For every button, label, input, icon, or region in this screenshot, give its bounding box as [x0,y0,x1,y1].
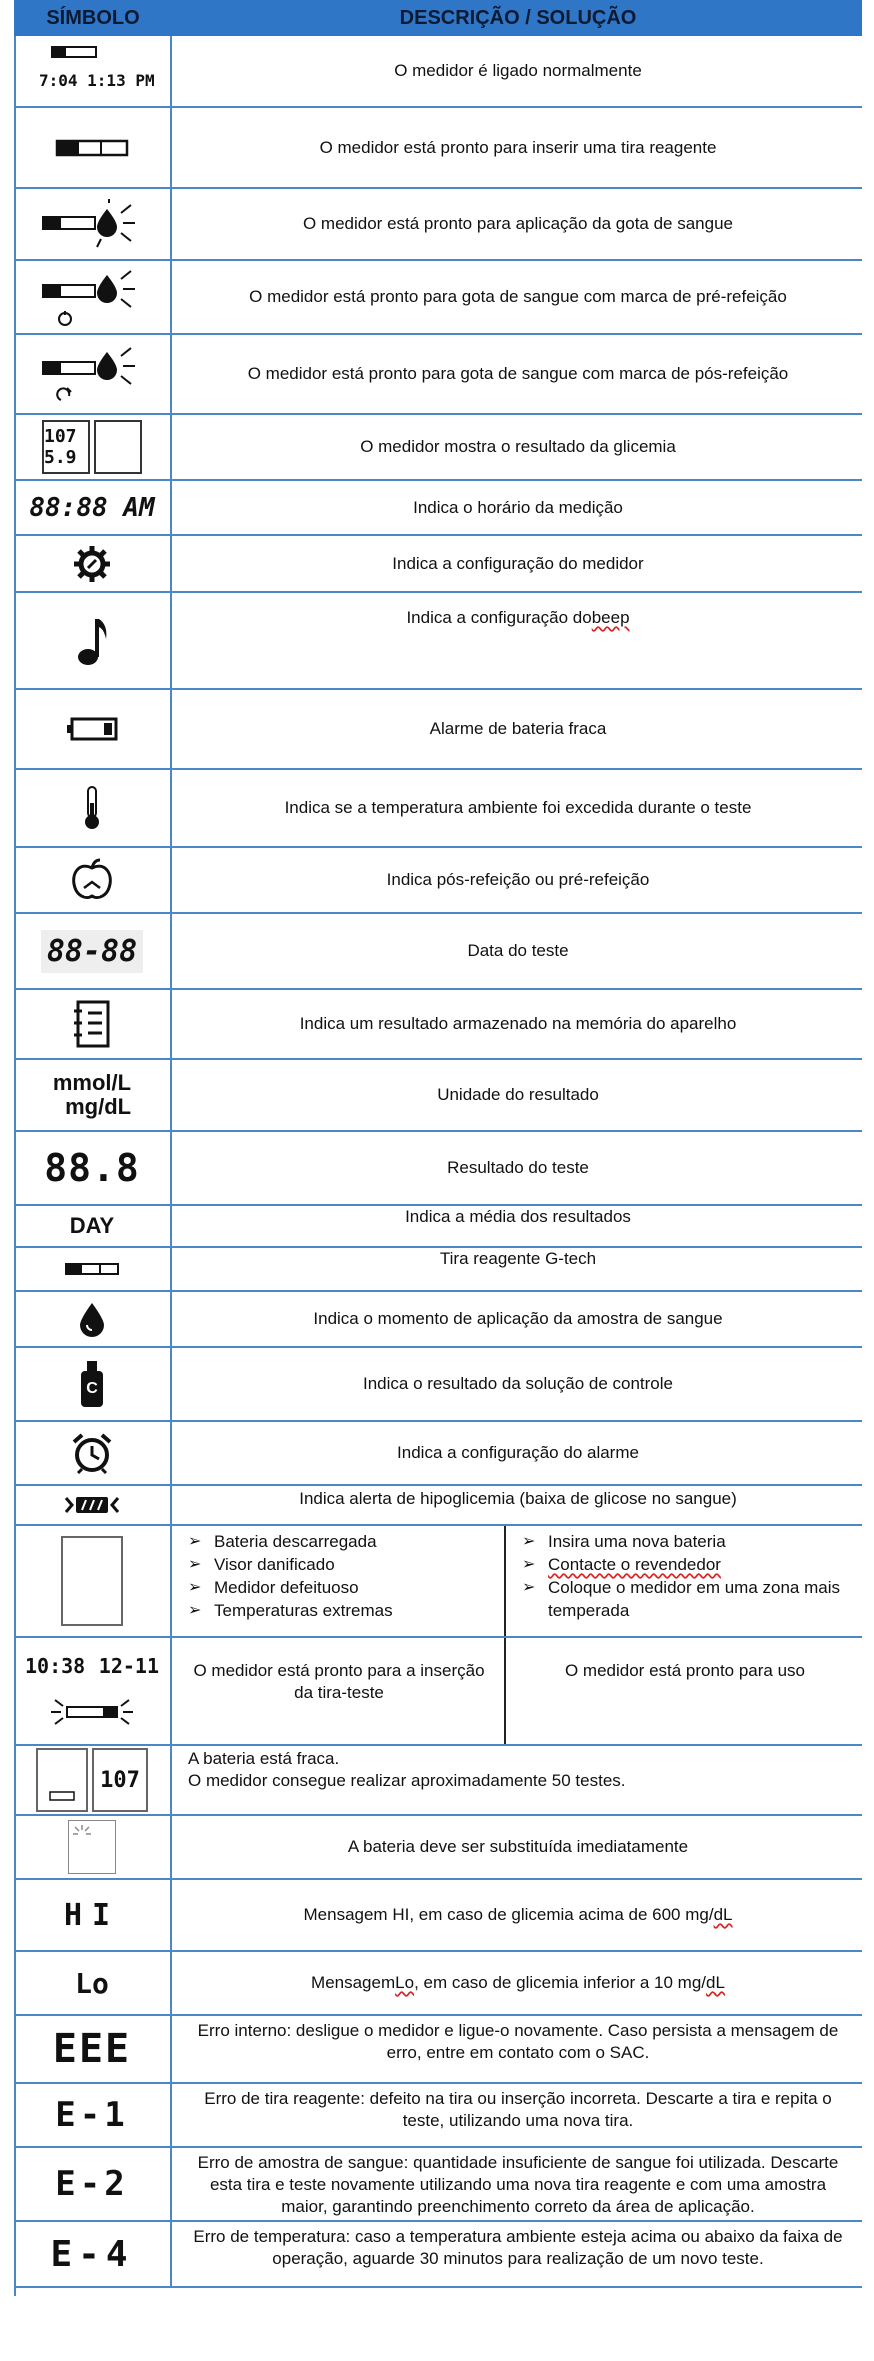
table-row [14,1206,862,1248]
column-divider [504,1526,506,1636]
table-row [14,1486,862,1526]
test-strip-icon [51,45,97,59]
unit-mgdl: mg/dL [65,1094,132,1119]
row-description: Erro interno: desligue o medidor e ligue-o novamente. Caso persista a mensagem de erro, entre em contato com o SAC. [197,2021,839,2062]
lcd-readout: 107 [100,1767,140,1793]
row-description-term: beep [591,608,630,627]
low-battery-display-symbol [36,1748,148,1812]
table-row [14,914,862,990]
table-row [14,1526,862,1638]
row-description: Erro de temperatura: caso a temperatura ambiente esteja acima ou abaixo da faixa de operação, aguarde 30 minutos para realização de um novo teste. [193,2227,843,2268]
row-description: Indica a configuração do medidor [392,553,644,573]
list-item: ➢ Temperaturas extremas [184,1599,494,1622]
test-strip-icon [64,1261,120,1277]
row-description: Resultado do teste [447,1158,589,1177]
table-row [14,335,862,415]
table-row [14,848,862,914]
glucose-result-displays [42,420,142,474]
alarm-clock-icon [70,1432,114,1474]
header-symbol: SÍMBOLO [46,7,140,29]
row-description: O medidor está pronto para a inserção da tira-teste [193,1661,485,1702]
header-description: DESCRIÇÃO / SOLUÇÃO [399,7,637,29]
lcd-date: 12-11 [98,1654,159,1678]
table-row [14,36,862,108]
table-row [14,536,862,593]
row-description: Indica a média dos resultados [405,1207,631,1226]
table-row [14,261,862,335]
list-item: ➢ Insira uma nova bateria [518,1530,852,1553]
music-note-icon [74,611,110,671]
lo-message-symbol: Lo [75,1966,109,2000]
row-description [174,1880,862,1950]
row-description: Tira reagente G-tech [439,1249,597,1268]
table-row [14,2084,862,2148]
control-solution-icon [79,1361,105,1407]
thermometer-icon [80,785,104,831]
table-row [14,481,862,536]
row-description: Alarme de bateria fraca [429,719,607,738]
row-description: O medidor está pronto para uso [564,1661,806,1680]
causes-list [174,1526,504,1636]
row-description: A bateria deve ser substituída imediatamente [347,1837,689,1856]
row-description: Erro de tira reagente: defeito na tira ou inserção incorreta. Descarte a tira e repita o teste, utilizando uma nova tira. [204,2089,832,2130]
row-description-text: Mensagem HI, em caso de glicemia acima de 600 mg/ [303,1905,714,1924]
row-description-text: , em caso de glicemia inferior a 10 mg/ [414,1973,707,1992]
lcd-time: 10:38 [25,1654,86,1678]
table-row [14,1132,862,1206]
row-description: Indica o horário da medição [413,497,623,517]
time-digits-symbol: 88:88 AM [29,492,155,523]
table-row [14,415,862,481]
table-row [14,189,862,261]
error-e1-symbol: E-1 [55,2095,129,2135]
post-meal-blood-drop-icon [37,342,147,406]
error-e4-symbol: E-4 [50,2233,134,2275]
blank-display-symbol [61,1536,123,1626]
meter-on-symbol [14,36,172,106]
row-description [174,593,862,688]
table-row [14,1060,862,1132]
row-description-text: Indica a configuração do [406,608,592,627]
row-description: Indica o resultado da solução de controle [363,1374,673,1393]
hypoglycemia-alert-icon [64,1494,120,1516]
row-description [174,1746,862,1814]
control-solution-letter: C [81,1371,103,1407]
lcd-readout: HI [63,1897,121,1933]
row-description-term: dL [713,1905,733,1924]
table-row [14,690,862,770]
low-battery-icon [66,717,118,741]
table-row [14,1292,862,1348]
list-item: ➢ Coloque o medidor em uma zona mais temperada [518,1576,852,1622]
row-description [174,1952,862,2014]
row-description: O medidor está pronto para gota de sangue com marca de pós-refeição [247,364,789,383]
table-row [14,2222,862,2288]
blood-drop-icon [78,1301,106,1337]
table-row [14,1348,862,1422]
table-row [14,770,862,848]
list-item: ➢ Visor danificado [184,1553,494,1576]
table-row [14,1952,862,2016]
row-description: Erro de amostra de sangue: quantidade insuficiente de sangue foi utilizada. Descarte esta tira e teste novamente utilizando uma nova tira reagente e com uma amostra maior, garantindo preenchimento correto da área de aplicação. [197,2153,839,2216]
lcd-readout: 107 5.9 [44,426,77,468]
strip-blood-drop-icon [37,199,147,249]
error-eee-symbol: EEE [52,2026,132,2072]
table-row [14,2016,862,2084]
row-description-term: dL [706,1973,725,1992]
table-row [14,1422,862,1486]
table-row [14,1248,862,1292]
row-description: O medidor é ligado normalmente [394,61,642,80]
row-description-line: O medidor consegue realizar aproximadamente 50 testes. [188,1771,626,1790]
pre-meal-blood-drop-icon [37,265,147,329]
unit-mmol: mmol/L [52,1070,132,1095]
row-description-line: A bateria está fraca. [188,1749,340,1768]
ready-time-date-symbol [17,1646,167,1736]
column-divider [504,1638,506,1744]
row-description: O medidor está pronto para inserir uma tira reagente [319,137,717,157]
problem-solution-columns [174,1526,862,1636]
table-row [14,108,862,189]
test-strip-icon [55,138,129,158]
ready-columns [174,1638,862,1744]
apple-meal-icon [70,858,114,902]
row-description: O medidor está pronto para aplicação da gota de sangue [302,214,733,233]
table-row [14,1816,862,1880]
table-row [14,593,862,690]
row-description: Indica um resultado armazenado na memória do aparelho [299,1014,737,1033]
replace-battery-display-symbol [68,1820,116,1874]
unit-symbol [53,1071,131,1119]
day-average-symbol: DAY [69,1213,115,1238]
row-description: Indica pós-refeição ou pré-refeição [386,870,650,889]
result-digits-symbol: 88.8 [44,1146,140,1190]
row-description: O medidor está pronto para gota de sangue com marca de pré-refeição [249,287,787,306]
row-description: O medidor mostra o resultado da glicemia [360,437,676,456]
list-item: ➢ Bateria descarregada [184,1530,494,1553]
row-description: Unidade do resultado [437,1085,599,1104]
list-item-text: Contacte o revendedor [548,1555,721,1574]
row-description: Indica a configuração do alarme [397,1443,639,1462]
table-row [14,2148,862,2222]
error-e2-symbol: E-2 [55,2164,129,2204]
row-description-term: Lo [395,1973,415,1992]
strip-flash-icon [47,1694,137,1730]
table-row [14,1746,862,1816]
lcd-readout: 7:04 1:13 PM [39,71,155,90]
row-description: Indica se a temperatura ambiente foi excedida durante o teste [284,798,752,817]
table-header [14,0,862,36]
row-description: Data do teste [467,941,569,960]
row-description: Indica alerta de hipoglicemia (baixa de glicose no sangue) [299,1489,737,1508]
gear-icon [72,544,112,584]
hi-message-symbol [64,1898,120,1933]
table-row [14,1880,862,1952]
row-description: Indica o momento de aplicação da amostra de sangue [313,1309,723,1328]
notebook-memory-icon [72,999,112,1049]
solutions-list [508,1526,862,1636]
list-item: ➢ Medidor defeituoso [184,1576,494,1599]
list-item [518,1553,852,1576]
table-row [14,1638,862,1746]
table-row [14,990,862,1060]
row-description-text: Mensagem [311,1973,396,1992]
date-digits-symbol: 88-88 [46,933,138,969]
